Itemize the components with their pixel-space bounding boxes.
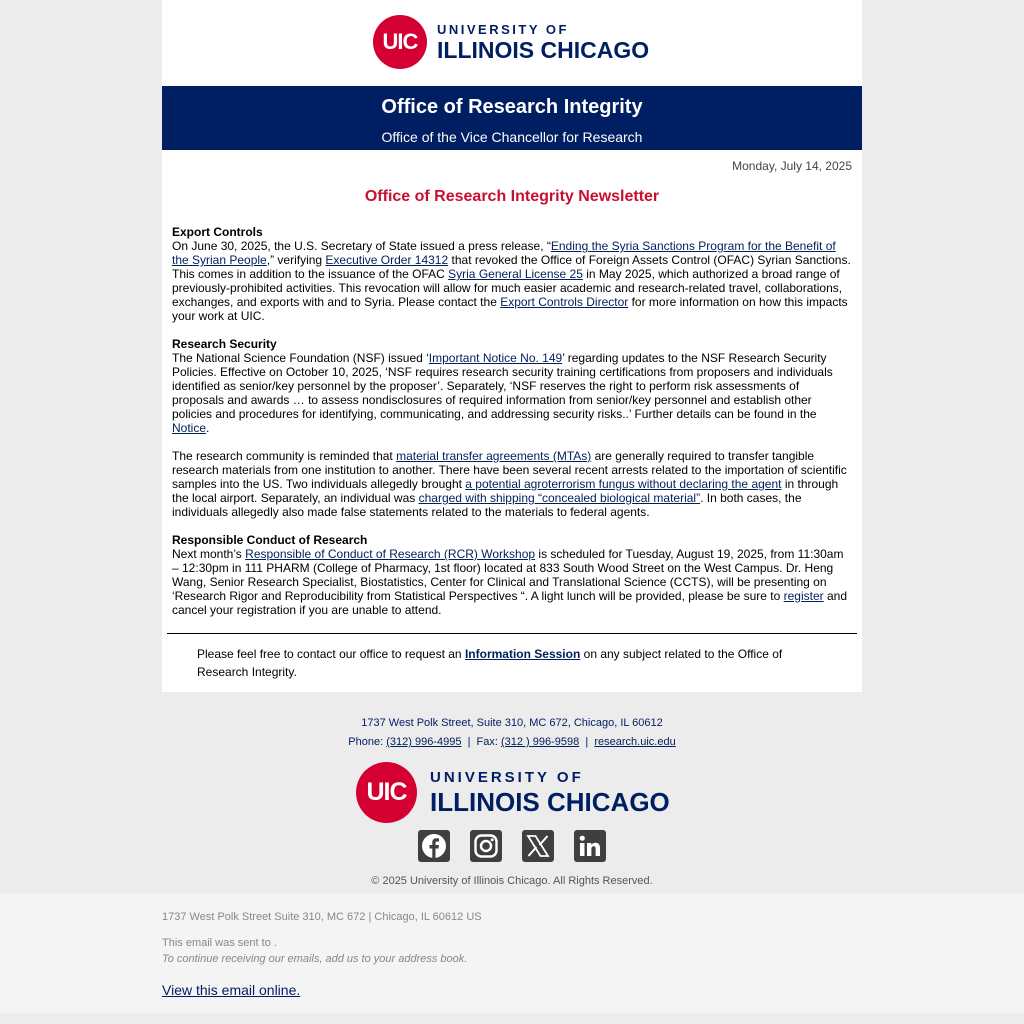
text: are generally required to transfer tangible research materials from one institution to another. There have been several recent arrests related to the importation of scientific samples into the US. Two individuals allegedly brought (172, 449, 847, 491)
header-banner (162, 86, 862, 150)
footer-logo-line-illinois-chicago: ILLINOIS CHICAGO (430, 787, 670, 817)
header-logo-area (162, 0, 862, 86)
footer-uic-logo (356, 762, 670, 823)
text: | Fax: (461, 736, 501, 748)
rcr-workshop-link[interactable]: Responsible of Conduct of Research (RCR) Workshop (245, 547, 536, 561)
research-security-heading: Research Security (172, 337, 277, 351)
export-controls-director-link[interactable]: Export Controls Director (500, 295, 629, 309)
text: Phone: (348, 736, 387, 748)
text: Please feel free to contact our office to request an (197, 647, 465, 661)
research-security-paragraph (172, 351, 852, 435)
footer-address: 1737 West Polk Street, Suite 310, MC 672, Chicago, IL 60612 (361, 717, 663, 729)
uic-logo-badge: UIC (373, 15, 427, 69)
information-session-link[interactable]: Information Session (464, 647, 581, 661)
mta-link[interactable]: material transfer agreements (MTAs) (396, 449, 592, 463)
text: and cancel your registration if you are unable to attend. (172, 589, 848, 617)
rcr-heading: Responsible Conduct of Research (172, 533, 368, 547)
footer-logo-badge: UIC (356, 762, 417, 823)
email-sent-to: This email was sent to . (162, 937, 277, 949)
info-session-paragraph (162, 634, 862, 692)
email-footer-address: 1737 West Polk Street Suite 310, MC 672 | Chicago, IL 60612 US (162, 911, 482, 923)
text: in May 2025, which authorized a broad range of previously-prohibited activities. This revocation will allow for much easier academic and research-related travel, collaborations, exchanges, and exports with and to Syria. Please contact the (172, 267, 843, 309)
mta-paragraph (172, 449, 852, 519)
fax-link[interactable]: (312 ) 996-9598 (500, 736, 580, 748)
phone-link[interactable]: (312) 996-4995 (386, 736, 462, 748)
newsletter-card (162, 0, 862, 692)
text: Next month’s (172, 547, 246, 561)
banner-subtitle: Office of the Vice Chancellor for Research (381, 129, 643, 145)
footer-logo-line-university: UNIVERSITY OF (430, 769, 584, 786)
facebook-icon[interactable] (418, 830, 450, 862)
text: is scheduled for Tuesday, August 19, 2025, from 11:30am – 12:30pm in 111 PHARM (College of Pharmacy, 1st floor) located at 833 South Wood Street on the West Campus. Dr. Heng Wang, Senior Research Specialist, Biostatistics, Center for Clinical and Translational Science (CCTS), will be presenting on ‘Research Rigor and Reproducibility from Statistical Perspectives “. A light lunch will be provided, please be sure to (172, 547, 844, 603)
syria-license-link[interactable]: Syria General License 25 (448, 267, 583, 281)
social-links (0, 830, 1024, 862)
biological-material-link[interactable]: charged with shipping “concealed biological material” (418, 491, 701, 505)
footer-contact (0, 714, 1024, 752)
logo-line-illinois-chicago: ILLINOIS CHICAGO (437, 36, 650, 63)
newsletter-body (162, 208, 862, 617)
text: The research community is reminded that (172, 449, 397, 463)
x-icon[interactable] (522, 830, 554, 862)
newsletter-date: Monday, July 14, 2025 (732, 159, 852, 173)
text: The National Science Foundation (NSF) issued ‘ (172, 351, 429, 365)
copyright: © 2025 University of Illinois Chicago. All Rights Reserved. (371, 875, 653, 887)
text: on any subject related to the Office of Research Integrity. (197, 647, 783, 679)
text: ,” verifying (266, 253, 326, 267)
export-controls-paragraph (172, 239, 852, 323)
text: ’ regarding updates to the NSF Research Security Policies. Effective on October 10, 2025, ‘NSF requires research security training certifications from proposers and individuals identified as senior/key personnel by the proposer’. Separately, ‘NSF reserves the right to perform risk assessments of proposals and awards … to assess nondisclosures of required information from senior/key personnel and establish other policies and procedures for identifying, communicating, and addressing security risks..’ Further details can be found in the (172, 351, 833, 421)
text: On June 30, 2025, the U.S. Secretary of State issued a press release, “ (172, 239, 551, 253)
register-link[interactable]: register (783, 589, 824, 603)
address-book-note: To continue receiving our emails, add us to your address book. (162, 953, 468, 965)
text: . (206, 421, 210, 435)
nsf-notice-149-link[interactable]: Important Notice No. 149 (428, 351, 563, 365)
export-controls-heading: Export Controls (172, 225, 263, 239)
text: that revoked the Office of Foreign Assets Control (OFAC) Syrian Sanctions. This comes in addition to the issuance of the OFAC (172, 253, 851, 281)
view-online-link[interactable]: View this email online. (162, 982, 301, 998)
text: | (579, 736, 595, 748)
website-link[interactable]: research.uic.edu (594, 736, 676, 748)
text: for more information on how this impacts your work at UIC. (172, 295, 848, 323)
text: in through the local airport. Separately, an individual was (172, 477, 839, 505)
instagram-icon[interactable] (470, 830, 502, 862)
notice-link[interactable]: Notice (172, 421, 207, 435)
newsletter-title: Office of Research Integrity Newsletter (364, 188, 660, 205)
linkedin-icon[interactable] (574, 830, 606, 862)
logo-line-university: UNIVERSITY OF (437, 21, 569, 37)
text: . In both cases, the individuals allegedly also made false statements related to the materials to federal agents. (172, 491, 802, 519)
banner-title: Office of Research Integrity (381, 96, 643, 118)
agroterrorism-link[interactable]: a potential agroterrorism fungus without declaring the agent (465, 477, 782, 491)
executive-order-link[interactable]: Executive Order 14312 (325, 253, 449, 267)
rcr-paragraph (172, 547, 852, 617)
footer-phone-line (0, 733, 1024, 752)
syria-sanctions-link[interactable]: Ending the Syria Sanctions Program for the Benefit of the Syrian People (172, 239, 836, 267)
email-footer (0, 893, 1024, 1013)
uic-logo (373, 15, 649, 69)
